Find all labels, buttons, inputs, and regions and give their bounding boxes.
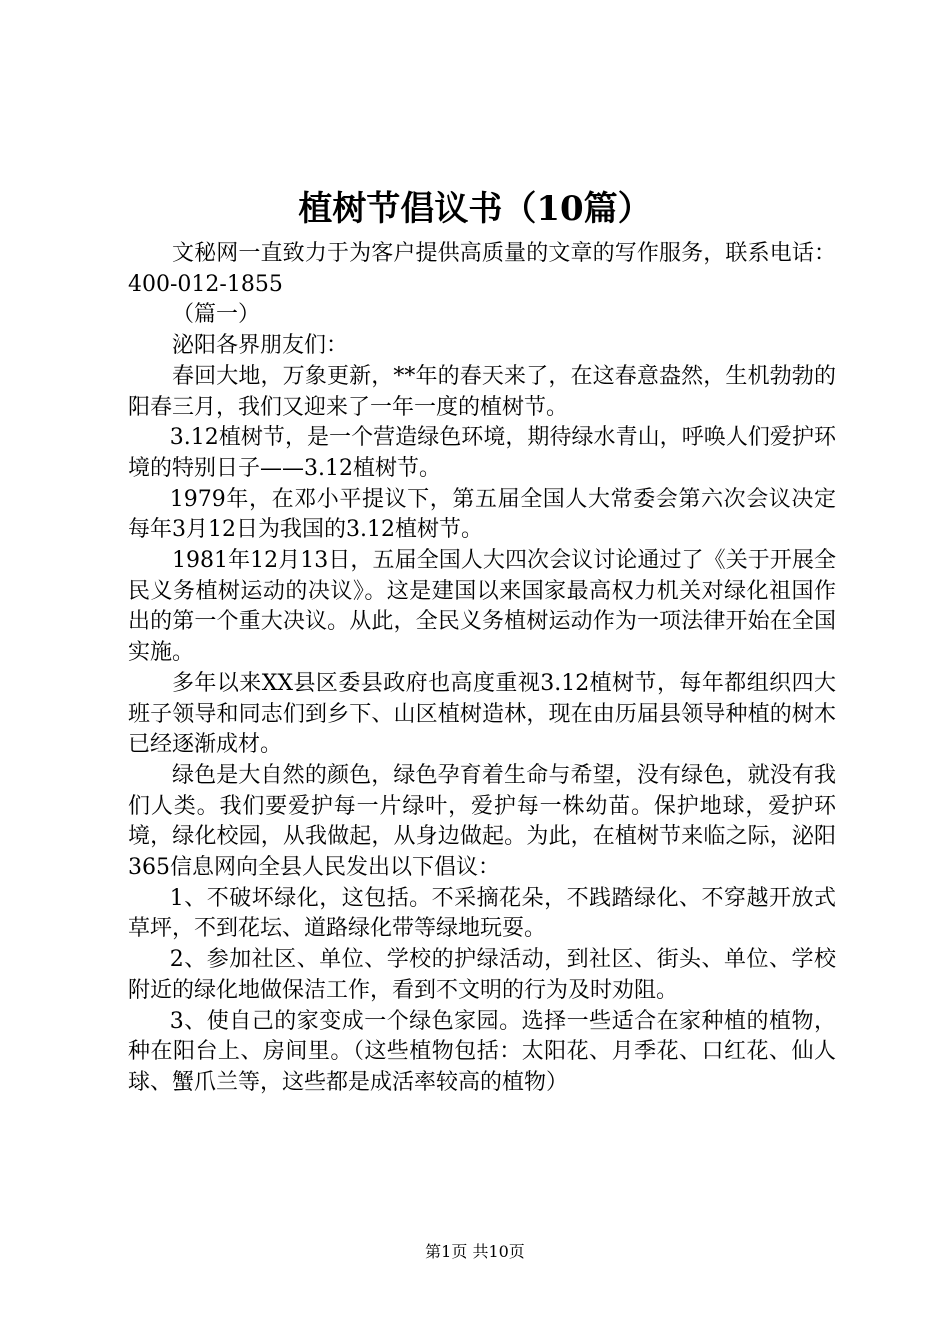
body-paragraph: 多年以来XX县区委县政府也高度重视3.12植树节，每年都组织四大班子领导和同志们到乡下、山区植树造林，现在由历届县领导种植的树木已经逐渐成材。 bbox=[128, 670, 836, 758]
intro-paragraph: 文秘网一直致力于为客户提供高质量的文章的写作服务，联系电话：400-012-1855 bbox=[128, 241, 836, 297]
body-paragraph: 绿色是大自然的颜色，绿色孕育着生命与希望，没有绿色，就没有我们人类。我们要爱护每一片绿叶，爱护每一株幼苗。保护地球，爱护环境，绿化校园，从我做起，从身边做起。为此，在植树节来临之际，泌阳365信息网向全县人民发出以下倡议： bbox=[128, 762, 836, 881]
document-body bbox=[128, 239, 836, 1099]
list-item: 2、参加社区、单位、学校的护绿活动，到社区、街头、单位、学校附近的绿化地做保洁工作，看到不文明的行为及时劝阻。 bbox=[128, 947, 836, 1003]
body-paragraph: 3.12植树节，是一个营造绿色环境，期待绿水青山，呼唤人们爱护环境的特别日子——3.12植树节。 bbox=[128, 425, 836, 481]
salutation: 泌阳各界朋友们： bbox=[172, 333, 349, 359]
body-paragraph: 1979年，在邓小平提议下，第五届全国人大常委会第六次会议决定每年3月12日为我国的3.12植树节。 bbox=[128, 486, 836, 543]
page-number: 第1页 共10页 bbox=[425, 1242, 525, 1261]
body-paragraph: 春回大地，万象更新，**年的春天来了，在这春意盎然，生机勃勃的阳春三月，我们又迎来了一年一度的植树节。 bbox=[128, 363, 836, 420]
document-title: 植树节倡议书（10篇） bbox=[298, 189, 652, 229]
list-item: 3、使自己的家变成一个绿色家园。选择一些适合在家种植的植物，种在阳台上、房间里。（这些植物包括：太阳花、月季花、口红花、仙人球、蟹爪兰等，这些都是成活率较高的植物） bbox=[128, 1008, 836, 1095]
list-item: 1、不破坏绿化，这包括。不采摘花朵，不践踏绿化、不穿越开放式草坪，不到花坛、道路绿化带等绿地玩耍。 bbox=[128, 885, 836, 942]
body-paragraph: 1981年12月13日，五届全国人大四次会议讨论通过了《关于开展全民义务植树运动的决议》。这是建国以来国家最高权力机关对绿化祖国作出的第一个重大决议。从此，全民义务植树运动作为一项法律开始在全国实施。 bbox=[128, 548, 836, 666]
section-heading: （篇一） bbox=[172, 302, 261, 328]
